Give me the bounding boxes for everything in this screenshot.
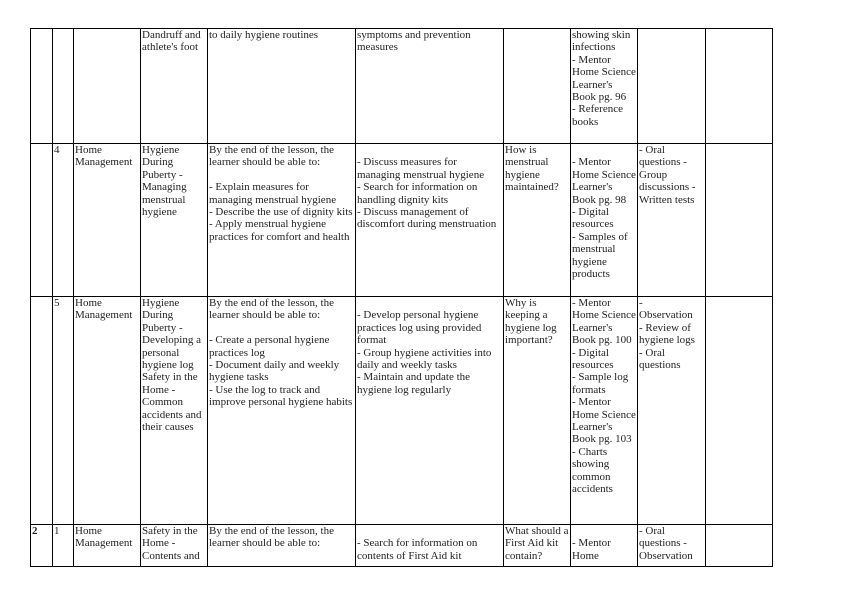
outcomes-cell: to daily hygiene routines [208, 29, 356, 144]
scheme-of-work-table [30, 28, 773, 567]
outcomes-cell: By the end of the lesson, the learner should be able to: [208, 525, 356, 567]
inquiry-cell: How is menstrual hygiene maintained? [504, 144, 571, 297]
assessment-cell: - Oral questions - Observation [638, 525, 706, 567]
week-cell [31, 297, 53, 525]
remarks-cell [706, 29, 773, 144]
table-row [31, 144, 773, 297]
lesson-cell: 1 [53, 525, 74, 567]
table-row [31, 297, 773, 525]
activities-cell: - Discuss measures for managing menstrual hygiene - Search for information on handling dignity kits - Discuss management of discomfort during menstruation [356, 144, 504, 297]
resources-cell: showing skin infections - Mentor Home Science Learner's Book pg. 96 - Reference books [571, 29, 638, 144]
sub-strand-cell: Dandruff and athlete's foot [141, 29, 208, 144]
activities-cell: - Develop personal hygiene practices log using provided format - Group hygiene activities into daily and weekly tasks - Maintain and update the hygiene log regularly [356, 297, 504, 525]
sub-strand-cell: Safety in the Home - Contents and [141, 525, 208, 567]
activities-cell: - Search for information on contents of First Aid kit [356, 525, 504, 567]
lesson-cell [53, 29, 74, 144]
strand-cell: Home Management [74, 525, 141, 567]
strand-cell: Home Management [74, 297, 141, 525]
assessment-cell: - Oral questions - Group discussions - Written tests [638, 144, 706, 297]
sub-strand-cell: Hygiene During Puberty - Managing menstrual hygiene [141, 144, 208, 297]
remarks-cell [706, 297, 773, 525]
remarks-cell [706, 525, 773, 567]
outcomes-cell: By the end of the lesson, the learner should be able to: - Create a personal hygiene practices log - Document daily and weekly hygiene tasks - Use the log to track and improve personal hygiene habits [208, 297, 356, 525]
inquiry-cell: What should a First Aid kit contain? [504, 525, 571, 567]
strand-cell [74, 29, 141, 144]
week-cell [31, 29, 53, 144]
strand-cell: Home Management [74, 144, 141, 297]
lesson-cell: 5 [53, 297, 74, 525]
lesson-cell: 4 [53, 144, 74, 297]
inquiry-cell: Why is keeping a hygiene log important? [504, 297, 571, 525]
resources-cell: - Mentor Home [571, 525, 638, 567]
week-cell: 2 [31, 525, 53, 567]
table-row [31, 525, 773, 567]
resources-cell: - Mentor Home Science Learner's Book pg. 98 - Digital resources - Samples of menstrual hygiene products [571, 144, 638, 297]
resources-cell: - Mentor Home Science Learner's Book pg. 100 - Digital resources - Sample log formats - Mentor Home Science Learner's Book pg. 103 - Charts showing common accidents [571, 297, 638, 525]
activities-cell: symptoms and prevention measures [356, 29, 504, 144]
outcomes-cell: By the end of the lesson, the learner should be able to: - Explain measures for managing menstrual hygiene - Describe the use of dignity kits - Apply menstrual hygiene practices for comfort and health [208, 144, 356, 297]
week-cell [31, 144, 53, 297]
remarks-cell [706, 144, 773, 297]
sub-strand-cell: Hygiene During Puberty - Developing a personal hygiene log Safety in the Home - Common accidents and their causes [141, 297, 208, 525]
inquiry-cell [504, 29, 571, 144]
assessment-cell: - Observation - Review of hygiene logs - Oral questions [638, 297, 706, 525]
assessment-cell [638, 29, 706, 144]
table-row [31, 29, 773, 144]
